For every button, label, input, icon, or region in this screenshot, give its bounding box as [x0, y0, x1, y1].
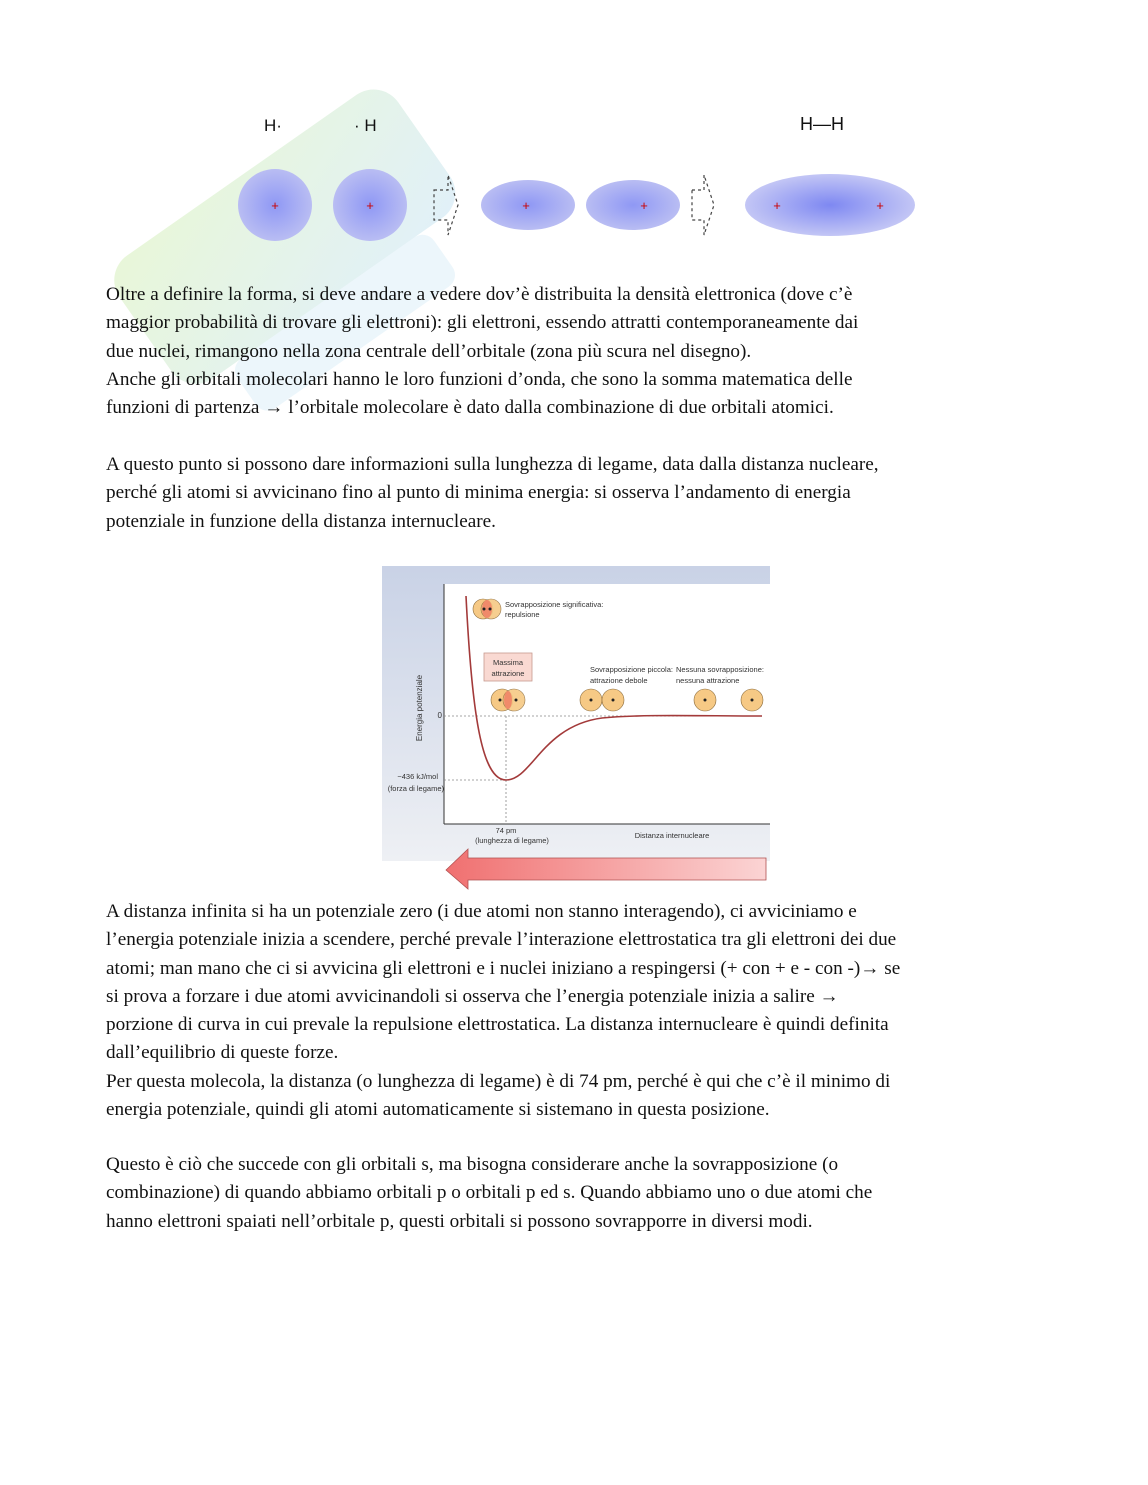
x-axis-label: Distanza internucleare — [634, 831, 710, 840]
text-line: combinazione) di quando abbiamo orbitali p o orbitali p ed s. Quando abbiamo uno o due atomi che — [106, 1182, 873, 1204]
strong-overlap-sub-label: repulsione — [505, 610, 540, 619]
text-line: porzione di curva in cui prevale la repulsione elettrostatica. La distanza internucleare è quindi definita — [106, 1014, 889, 1036]
nucleus-plus-1: + — [271, 198, 279, 213]
text-line: due nuclei, rimangono nella zona centrale dell’orbitale (zona più scura nel disegno). — [106, 340, 752, 362]
potential-energy-chart — [382, 566, 772, 891]
small-overlap-label: Sovrapposizione piccola: — [590, 665, 673, 674]
no-overlap-label: Nessuna sovrapposizione: — [676, 665, 764, 674]
label-h-right: · H — [354, 116, 377, 135]
y-zero-label: 0 — [437, 711, 442, 720]
small-overlap-sub-label: attrazione debole — [590, 676, 648, 685]
text-line: energia potenziale, quindi gli atomi automaticamente si sistemano in questa posizione. — [106, 1099, 770, 1121]
text-line: A questo punto si possono dare informazioni sulla lunghezza di legame, data dalla distanza nucleare, — [106, 454, 879, 475]
nucleus-plus-2: + — [366, 198, 374, 213]
text-line: Anche gli orbitali molecolari hanno le loro funzioni d’onda, che sono la somma matematica delle — [106, 368, 853, 390]
dashed-arrow-1 — [434, 175, 458, 235]
strong-overlap-icon — [473, 599, 501, 619]
nucleus-plus-5: + — [773, 198, 781, 213]
nucleus-plus-4: + — [640, 198, 648, 213]
text-line: potenziale in funzione della distanza internucleare. — [106, 510, 496, 532]
nucleus-plus-6: + — [876, 198, 884, 213]
text-line: l’energia potenziale inizia a scendere, perché prevale l’interazione elettrostatica tra gli elettroni dei due — [106, 929, 897, 951]
bond-length-label: 74 pm — [495, 826, 517, 835]
max-attraction-label: Massima — [492, 658, 524, 667]
text-line: si prova a forzare i due atomi avvicinandoli si osserva che l’energia potenziale inizia a salire → — [106, 985, 839, 1007]
text-line: Oltre a definire la forma, si deve andare a vedere dov’è distribuita la densità elettronica (dove c’è — [106, 284, 853, 305]
max-attraction-sub-label: attrazione — [491, 669, 525, 678]
text-line: Questo è ciò che succede con gli orbitali s, ma bisogna considerare anche la sovrapposizione (o — [106, 1154, 839, 1175]
text-line: dall’equilibrio di queste forze. — [106, 1042, 339, 1064]
text-line: atomi; man mano che ci si avvicina gli elettroni e i nuclei iniziano a respingersi (+ con + e - con -)→ se — [106, 957, 901, 979]
label-h2: H—H — [800, 114, 844, 134]
min-energy-sub-label: (forza di legame) — [387, 784, 444, 793]
approaching-orbital-right — [586, 180, 680, 230]
strong-overlap-label: Sovrapposizione significativa: — [505, 600, 604, 609]
text-line: hanno elettroni spaiati nell’orbitale p, questi orbitali si possono sovrapporre in diversi modi. — [106, 1210, 813, 1232]
nucleus-plus-3: + — [522, 198, 530, 213]
text-line: A distanza infinita si ha un potenziale zero (i due atomi non stanno interagendo), ci avviciniamo e — [106, 901, 857, 922]
y-axis-label: Energia potenziale — [415, 674, 424, 742]
label-h-left: H· — [264, 116, 282, 135]
paragraph-bond-length — [106, 451, 1046, 536]
bond-length-sub-label: (lunghezza di legame) — [475, 836, 549, 845]
paragraph-potential-explanation — [106, 898, 1046, 1124]
max-attraction-icon — [491, 689, 525, 711]
min-energy-label: −436 kJ/mol — [397, 772, 438, 781]
no-overlap-sub-label: nessuna attrazione — [676, 676, 740, 685]
dashed-arrow-2 — [692, 175, 714, 235]
paragraph-p-orbitals — [106, 1151, 1046, 1236]
text-line: Per questa molecola, la distanza (o lunghezza di legame) è di 74 pm, perché è qui che c’è il minimo di — [106, 1070, 891, 1092]
text-line: maggior probabilità di trovare gli elettroni): gli elettroni, essendo attratti contemporaneamente dai — [106, 312, 859, 334]
paragraph-electron-density — [106, 281, 1046, 422]
text-line: funzioni di partenza → l’orbitale molecolare è dato dalla combinazione di due orbitali atomici. — [106, 397, 834, 419]
orbital-overlap-figure — [230, 160, 930, 250]
text-line: perché gli atomi si avvicinano fino al punto di minima energia: si osserva l’andamento di energia — [106, 482, 851, 504]
molecular-orbital — [745, 174, 915, 236]
